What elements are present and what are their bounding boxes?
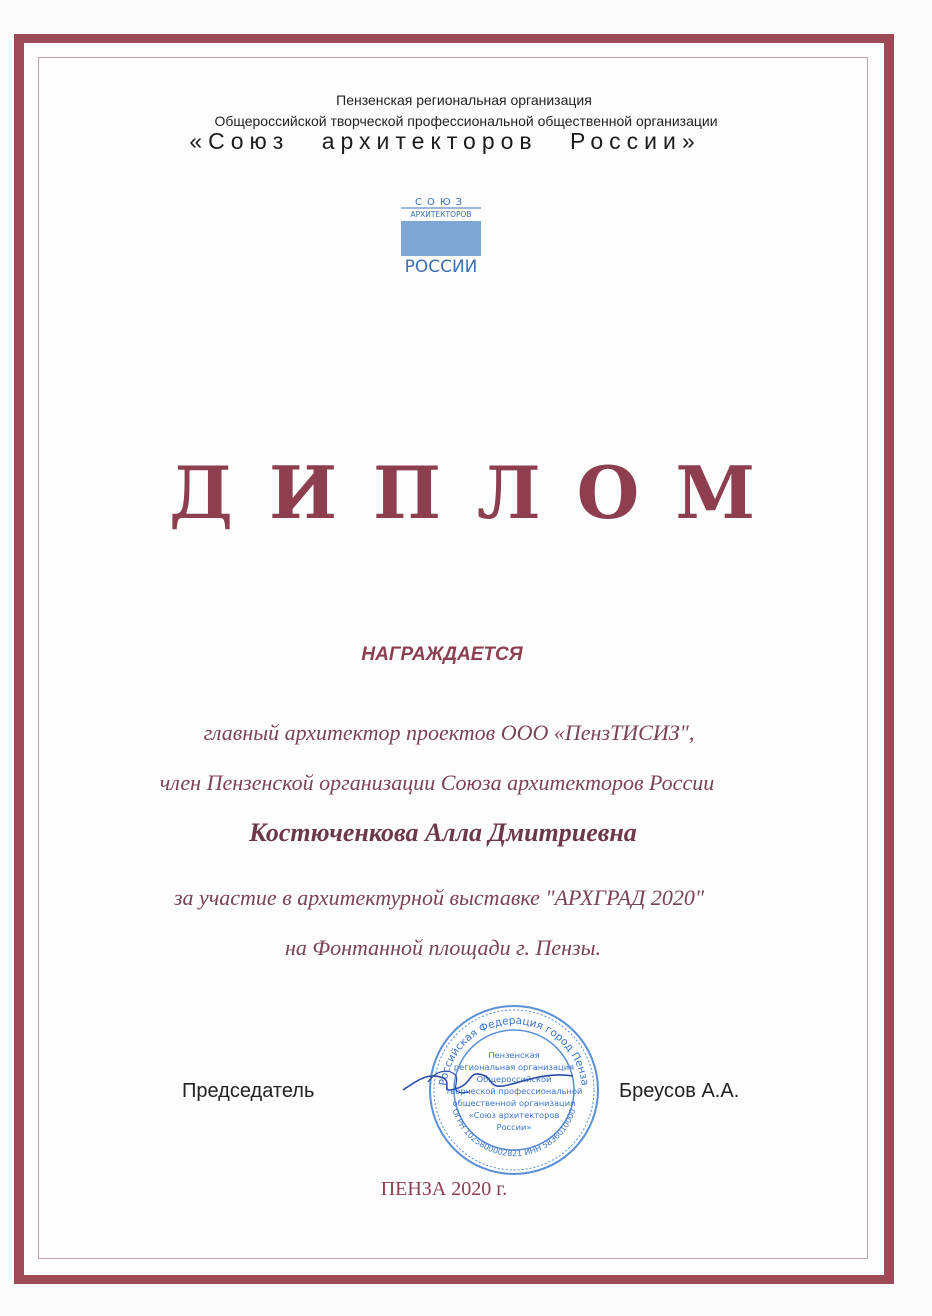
- position-line: главный архитектор проектов ООО «ПензТИСИЗ",: [203, 720, 695, 745]
- member-line: член Пензенской организации Союза архитекторов России: [159, 770, 715, 795]
- stamp-line: общественной организации: [452, 1098, 576, 1108]
- recipient-name: Костюченкова Алла Дмитриевна: [249, 818, 637, 847]
- stamp-line: творческой профессиональной: [445, 1086, 583, 1096]
- logo-bottom-text: РОССИИ: [404, 257, 478, 276]
- stamp-bottom-text: ОГРН 1025800002821 ИНН 5836010000: [450, 1107, 578, 1159]
- stamp-line: «Союз архитекторов: [468, 1110, 560, 1120]
- stamp-line: региональная организация: [453, 1062, 575, 1072]
- awarded-heading: НАГРАЖДАЕТСЯ: [361, 644, 523, 665]
- signature-icon: [398, 1050, 598, 1120]
- diploma-title: ДИПЛОМ: [168, 450, 792, 535]
- logo-middle-text: АРХИТЕКТОРОВ: [410, 210, 472, 219]
- org-line-1: Пензенская региональная организация: [336, 92, 592, 108]
- place-line: на Фонтанной площади г. Пензы.: [285, 935, 601, 960]
- reason-line: за участие в архитектурной выставке "АРХГРАД 2020": [173, 885, 705, 910]
- footer-place-year: ПЕНЗА 2020 г.: [380, 1178, 508, 1200]
- union-of-architects-logo-icon: [401, 194, 481, 276]
- logo-top-text: СОЮЗ: [414, 197, 468, 208]
- chair-label: Председатель: [182, 1080, 315, 1102]
- org-name: «Союз архитекторов России»: [189, 128, 701, 154]
- stamp-outer-text: Российская Федерация город Пенза: [437, 1014, 591, 1087]
- org-line-2: Общероссийской творческой профессиональной общественной организации: [214, 113, 718, 129]
- stamp-line: Пензенская: [488, 1050, 540, 1060]
- stamp-line: России»: [496, 1122, 532, 1132]
- stamp-line: Общероссийской: [476, 1074, 552, 1084]
- signer-name: Бреусов А.А.: [619, 1080, 740, 1102]
